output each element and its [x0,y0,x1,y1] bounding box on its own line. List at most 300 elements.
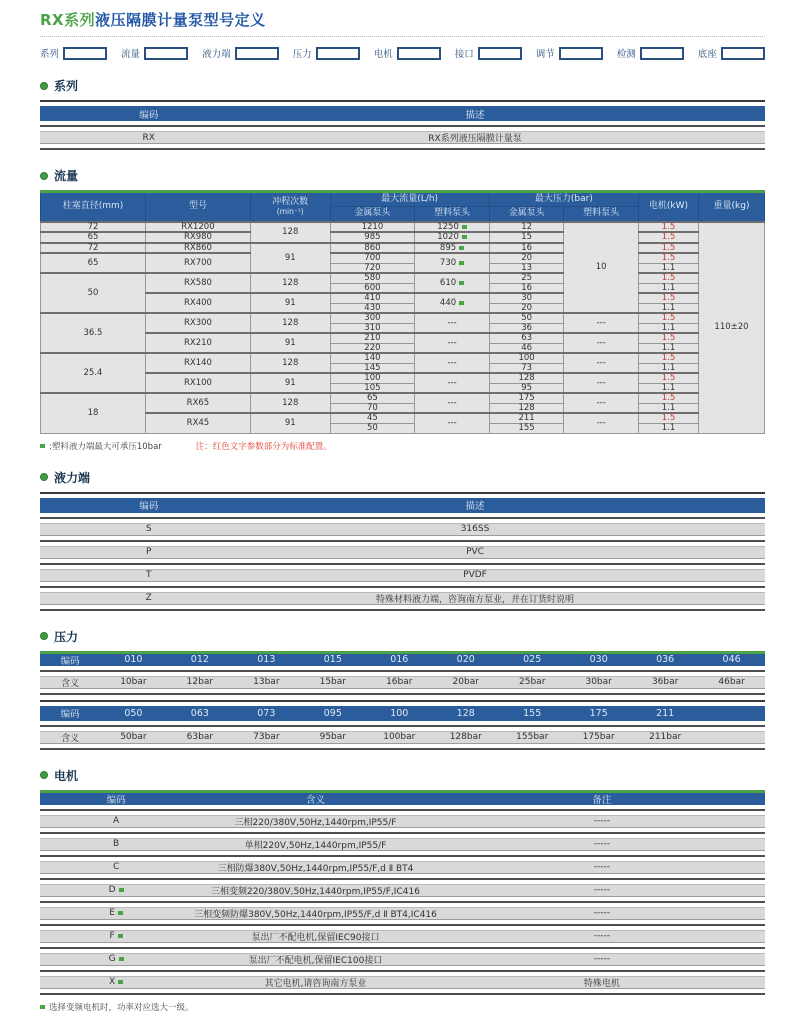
flow-cell: --- [564,413,639,433]
flow-cell: --- [415,333,490,353]
flow-cell: 128 [489,403,564,413]
section-flow [40,167,765,452]
flow-footnote-note: 注：红色文字参数部分为标准配置。 [195,441,332,452]
section-pressure [40,628,765,750]
col-header-max-pressure: 最大压力(bar) [489,192,638,207]
flow-cell: 700 [330,253,415,263]
flow-cell: 300 [330,313,415,323]
bullet-icon [40,632,48,640]
flow-cell: 128 [250,393,330,413]
section-heading-pressure [40,628,765,645]
table-cell: 三相防爆380V,50Hz,1440rpm,IP55/F,d Ⅱ BT4 [217,863,414,874]
flow-cell: 65 [41,253,146,273]
divider [40,993,765,995]
table-cell: RX [142,132,155,143]
flow-cell: 36.5 [41,313,146,353]
flow-cell: 1.5 [638,222,698,233]
flow-cell: RX210 [145,333,250,353]
column-header: 描述 [465,501,485,512]
flow-cell: RX140 [145,353,250,373]
table-cell: ----- [593,908,610,918]
column-header: 010 [124,654,143,665]
flow-cell: 72 [41,222,146,233]
flow-cell: RX980 [145,232,250,243]
table-cell: 155bar [516,732,549,742]
green-square-marker [118,911,123,915]
flow-cell: 220 [330,343,415,353]
table-row [40,861,765,874]
code-box [478,47,522,60]
flow-cell: 310 [330,323,415,333]
flow-cell: 50 [330,423,415,433]
column-header: 备注 [592,794,612,806]
flow-cell: 63 [489,333,564,343]
divider [40,492,765,494]
column-header: 013 [257,654,276,665]
flow-cell: 36 [489,323,564,333]
green-square-marker [459,246,464,250]
table-cell: 36bar [651,677,679,687]
table-cell: Z [145,593,152,603]
column-header: 155 [523,707,542,719]
flow-cell: 65 [330,393,415,403]
code-box [63,47,107,60]
green-square-marker [118,980,123,984]
table-cell: 泵出厂不配电机,保留IEC100接口 [248,955,383,966]
flow-cell: 128 [250,273,330,293]
flow-cell: 1.5 [638,293,698,303]
code-field-label: 接口 [454,49,474,60]
code-box [640,47,684,60]
flow-cell: --- [564,373,639,393]
section-hydraulic-end [40,469,765,611]
table-cell: 泵出厂不配电机,保留IEC90接口 [251,932,380,943]
flow-cell: 100 [489,353,564,363]
green-square-marker [40,444,45,448]
flow-cell: RX100 [145,373,250,393]
table-cell: 10bar [120,677,147,687]
section-title: 电机 [54,768,79,783]
flow-cell: 1.5 [638,253,698,263]
hydraulic-end-table [40,492,765,611]
flow-cell: 1.1 [638,383,698,393]
table-cell: X [40,977,192,987]
table-cell: 特殊电机 [583,978,620,989]
table-cell: 三相变频防爆380V,50Hz,1440rpm,IP55/F,d Ⅱ BT4,IC416 [194,909,437,920]
flow-cell: 1.5 [638,333,698,343]
column-header: 073 [257,707,276,719]
flow-cell: 1.1 [638,323,698,333]
flow-cell: 46 [489,343,564,353]
flow-cell: 1.1 [638,423,698,433]
green-square-marker [40,1005,45,1009]
section-heading-motor [40,767,765,784]
flow-cell: 30 [489,293,564,303]
table-cell: 20bar [452,677,479,687]
flow-cell: 175 [489,393,564,403]
table-cell: ----- [593,816,610,826]
table-row [40,523,765,536]
flow-cell: 20 [489,303,564,313]
code-field [293,46,360,60]
table-cell: 其它电机,请咨询南方泵业 [264,978,367,989]
flow-cell: --- [564,353,639,373]
flow-cell: 720 [330,263,415,273]
flow-row [41,222,765,233]
table-cell: 175bar [582,732,615,742]
column-header: 编码 [60,655,80,667]
flow-cell: 91 [250,373,330,393]
column-header: 211 [656,707,675,719]
section-title: 系列 [54,79,79,93]
flow-cell: 105 [330,383,415,393]
section-title: 液力端 [54,470,91,485]
flow-row [41,373,765,383]
table-row [40,953,765,966]
flow-table [40,190,765,434]
flow-cell: RX45 [145,413,250,433]
column-header: 012 [190,654,209,665]
section-motor [40,767,765,1013]
flow-cell: 860 [330,243,415,254]
table-cell: C [112,862,120,872]
flow-cell: 15 [489,232,564,243]
column-header: 016 [390,654,409,665]
divider [40,855,765,857]
flow-cell: 1210 [330,222,415,233]
flow-cell: 1.1 [638,343,698,353]
table-cell: 50bar [120,732,147,742]
flow-cell: 91 [250,293,330,313]
divider [40,100,765,102]
table-header-row [40,706,765,721]
flow-cell: 10 [564,222,639,314]
code-box [235,47,279,60]
flow-footnote-text: :塑料液力端最大可承压10bar [49,441,162,452]
column-header: 063 [190,707,209,719]
green-square-marker [459,301,464,305]
flow-cell: 128 [250,313,330,333]
table-cell: 128bar [449,732,482,742]
motor-footnote [40,1001,765,1013]
table-cell: T [146,570,152,580]
flow-cell: 95 [489,383,564,393]
green-square-marker [118,934,123,938]
flow-table-wrap [40,190,765,434]
flow-cell: 211 [489,413,564,423]
bullet-icon [40,473,48,481]
column-header: 036 [656,654,675,665]
green-square-marker [462,225,467,229]
column-header: 编码 [106,794,126,806]
section-heading-hydraulic-end [40,469,765,486]
table-row [40,546,765,559]
flow-row [41,232,765,243]
flow-cell: 1.5 [638,273,698,283]
code-field [121,46,188,60]
flow-cell: 895 [415,243,490,254]
flow-cell: 1.5 [638,353,698,363]
flow-cell: --- [415,373,490,393]
flow-cell: 70 [330,403,415,413]
title-rest-part: 液压隔膜计量泵型号定义 [95,11,266,29]
code-box [397,47,441,60]
table-cell: G [40,954,192,964]
table-header-row [40,790,765,805]
flow-cell: RX580 [145,273,250,293]
divider [40,670,765,672]
table-cell: 316SS [460,524,490,534]
flow-cell: RX300 [145,313,250,333]
flow-cell: 91 [250,413,330,433]
table-row [40,815,765,828]
divider [40,517,765,519]
green-square-marker [462,235,467,239]
column-header: 020 [456,654,475,665]
flow-cell: 210 [330,333,415,343]
flow-row [41,413,765,423]
code-field [698,46,765,60]
column-header: 含义 [305,794,325,806]
column-header: 100 [390,707,409,719]
divider [40,725,765,727]
code-field [536,46,603,60]
flow-cell: RX400 [145,293,250,313]
flow-cell: 1250 [415,222,490,233]
table-cell: 211bar [649,732,682,742]
flow-row [41,243,765,254]
flow-cell: 16 [489,243,564,254]
flow-cell: 440 [415,293,490,313]
code-field-label: 调节 [535,49,555,60]
column-header: 编码 [139,109,159,121]
green-square-marker [459,261,464,265]
divider [40,748,765,750]
table-row [40,907,765,920]
flow-cell: --- [415,393,490,413]
flow-row [41,353,765,363]
col-header-weight: 重量(kg) [699,192,765,222]
column-header: 015 [323,654,342,665]
col-header-plastic-head: 塑料泵头 [564,207,639,222]
section-title: 流量 [54,169,79,183]
col-header-metal-head: 金属泵头 [330,207,415,222]
divider [40,700,765,702]
flow-cell: 25.4 [41,353,146,393]
column-header: 编码 [139,501,159,512]
flow-cell: 1.5 [638,313,698,323]
table-cell: PVDF [463,570,487,580]
bullet-icon [40,172,48,180]
col-header-strokes [250,192,330,222]
flow-cell: 45 [330,413,415,423]
flow-cell: 128 [250,222,330,243]
divider [40,563,765,565]
table-cell: 三相220/380V,50Hz,1440rpm,IP55/F [234,817,397,828]
table-cell: D [40,885,192,895]
flow-cell: 600 [330,283,415,293]
flow-cell: 100 [330,373,415,383]
flow-cell: --- [415,413,490,433]
table-cell: B [113,839,120,849]
column-header: 050 [124,707,143,719]
divider [40,924,765,926]
flow-footnote [40,440,765,452]
flow-cell: 1.1 [638,283,698,293]
green-square-marker [119,888,124,892]
column-header: 128 [456,707,475,719]
flow-cell: 1.5 [638,232,698,243]
flow-cell: --- [564,313,639,333]
flow-cell: 12 [489,222,564,233]
flow-cell: 155 [489,423,564,433]
page-title [40,9,765,37]
table-cell: ----- [593,885,610,895]
flow-cell: --- [564,333,639,353]
table-cell: PVC [466,547,484,557]
code-field-label: 电机 [373,49,393,60]
flow-cell: 1.1 [638,363,698,373]
code-box [721,47,765,60]
table-cell: F [40,931,192,941]
flow-cell: 91 [250,243,330,274]
table-row [40,676,765,689]
flow-cell: RX860 [145,243,250,254]
table-cell: 16bar [386,677,413,687]
column-header: 编码 [60,709,80,720]
code-field-label: 流量 [121,49,141,60]
code-field [455,46,522,60]
flow-row [41,393,765,403]
col-header-motor: 电机(kW) [638,192,698,222]
flow-cell: 110±20 [699,222,765,434]
pressure-table-2 [40,700,765,750]
table-cell: 63bar [186,732,214,742]
table-cell: ----- [593,839,610,849]
table-row [40,569,765,582]
flow-cell: RX1200 [145,222,250,233]
divider [40,540,765,542]
table-cell: P [146,547,152,557]
flow-cell: 18 [41,393,146,433]
flow-cell: 1020 [415,232,490,243]
bullet-icon [40,771,48,779]
model-code-diagram [40,46,765,60]
bullet-icon [40,82,48,90]
code-field [617,46,684,60]
flow-cell: 1.5 [638,373,698,383]
divider [40,947,765,949]
series-table [40,100,765,150]
divider [40,970,765,972]
flow-cell: 730 [415,253,490,273]
flow-cell: 50 [489,313,564,323]
section-series [40,77,765,150]
flow-cell: 410 [330,293,415,303]
column-header: 046 [722,654,741,665]
flow-cell: 610 [415,273,490,293]
divider [40,609,765,611]
table-cell: A [113,816,120,826]
table-row [40,884,765,897]
flow-cell: 1.1 [638,263,698,273]
table-header-row [40,498,765,513]
green-square-marker [119,957,124,961]
divider [40,878,765,880]
divider [40,586,765,588]
flow-row [41,293,765,303]
table-cell: 三相变频220/380V,50Hz,1440rpm,IP55/F,IC416 [211,886,420,897]
divider [40,125,765,127]
flow-cell: 1.1 [638,403,698,413]
code-field [40,46,107,60]
col-header-diameter: 柱塞直径(mm) [41,192,146,222]
table-row [40,592,765,605]
flow-cell: 985 [330,232,415,243]
table-header-row [40,106,765,121]
flow-cell: RX65 [145,393,250,413]
table-cell: 15bar [319,677,346,687]
col-header-model: 型号 [145,192,250,222]
table-header-row [40,651,765,666]
flow-cell: 1.5 [638,413,698,423]
table-cell: 95bar [319,732,346,742]
flow-cell: 1.1 [638,303,698,313]
table-cell: 含义 [61,678,80,689]
flow-cell: 50 [41,273,146,313]
code-field-label: 检测 [616,49,636,60]
code-field [202,46,279,60]
table-cell: RX系列液压隔膜计量泵 [428,134,522,144]
section-heading-flow [40,167,765,184]
table-cell: 100bar [383,732,416,742]
flow-row [41,253,765,263]
table-cell: 25bar [519,677,546,687]
code-field-label: 底座 [697,49,717,60]
code-field [374,46,441,60]
flow-cell: --- [415,353,490,373]
table-cell: 12bar [186,677,214,687]
table-cell: 46bar [718,677,745,687]
column-header: 175 [589,707,608,719]
divider [40,693,765,695]
section-heading-series [40,77,765,94]
table-row [40,976,765,989]
flow-cell: 16 [489,283,564,293]
flow-cell: RX700 [145,253,250,273]
flow-cell: --- [415,313,490,333]
pressure-table-1 [40,651,765,695]
col-header-max-flow: 最大流量(L/h) [330,192,489,207]
table-cell: E [40,908,192,918]
flow-row [41,313,765,323]
table-cell: 特殊材料液力端，咨询南方泵业，并在订货时说明 [375,594,574,605]
table-cell: 73bar [253,732,280,742]
flow-cell: 430 [330,303,415,313]
flow-cell: 145 [330,363,415,373]
flow-cell: 128 [250,353,330,373]
column-header: 030 [589,654,608,665]
code-box [559,47,603,60]
table-cell: ----- [593,862,610,872]
table-row [40,838,765,851]
code-field-label: 系列 [40,49,60,60]
flow-cell: 13 [489,263,564,273]
code-field-label: 液力端 [202,49,231,60]
table-cell: 30bar [585,677,612,687]
table-cell: S [145,524,152,534]
flow-cell: 1.5 [638,393,698,403]
